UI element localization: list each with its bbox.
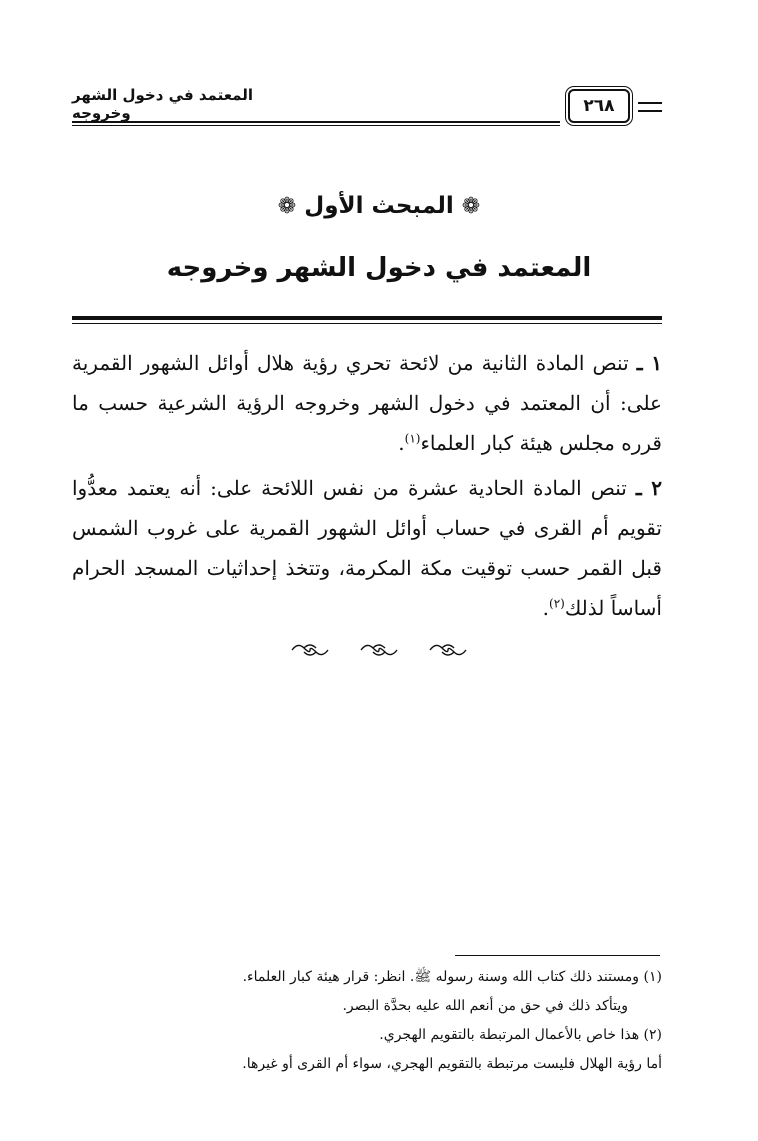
page-number: ٢٦٨ [568,89,630,123]
footnote-ref[interactable]: (١) [404,431,421,446]
footnote-separator [455,955,660,956]
footnote-2 [72,1021,662,1050]
header-rule-thin [72,125,560,126]
flourish-icon [359,640,399,660]
footnote-ref[interactable]: (٢) [549,596,565,611]
footnote-text: هذا خاص بالأعمال المرتبطة بالتقويم الهجري. [379,1027,640,1043]
section-heading-text: المبحث الأول [304,193,454,219]
ornament-icon: ❁ [277,194,297,219]
footnote-2-continued: أما رؤية الهلال فليست مرتبطة بالتقويم الهجري، سواء أم القرى أو غيرها. [242,1056,662,1072]
paragraph-number: ٢ ـ [635,476,663,500]
footnotes [72,963,662,1079]
paragraph-text: تنص المادة الحادية عشرة من نفس اللائحة على: أنه يعتمد معدُّوا تقويم أم القرى في حساب أوائل الشهور القمرية على غروب الشمس قبل القمر حسب توقيت مكة المكرمة، وتتخذ إحداثيات المسجد الحرام أساساً لذلك [72,476,662,620]
section-end-flourishes [0,640,758,664]
paragraph-text: تنص المادة الثانية من لائحة تحري رؤية هلال أوائل الشهور القمرية على: أن المعتمد في دخول الشهر وخروجه الرؤية الشرعية حسب ما قرره مجلس هيئة كبار العلماء [72,351,662,455]
paragraph-2: ٢ ـ تنص المادة الحادية عشرة من نفس اللائحة على: أنه يعتمد معدُّوا تقويم أم القرى في حساب أوائل الشهور القمرية على غروب الشمس قبل القمر حسب توقيت مكة المكرمة، وتتخذ إحداثيات المسجد الحرام أساساً لذلك$^{(٢)}$. [72,476,663,620]
running-header-title: المعتمد في دخول الشهر وخروجه [72,86,254,122]
chapter-title: المعتمد في دخول الشهر وخروجه [166,253,592,283]
flourish-icon [290,640,330,660]
section-heading [0,193,758,219]
title-rule-thin [72,323,662,324]
title-rule-thick [72,316,662,320]
footnote-marker: (٢) [643,1027,662,1043]
header-rule [72,121,560,123]
ornament-icon: ❁ [461,194,481,219]
flourish-icon [428,640,468,660]
footnote-1 [72,963,662,992]
paragraph-1: ١ ـ تنص المادة الثانية من لائحة تحري رؤية هلال أوائل الشهور القمرية على: أن المعتمد في دخول الشهر وخروجه الرؤية الشرعية حسب ما قرره مجلس هيئة كبار العلماء$^{(١)}$. [72,351,663,455]
paragraph-number: ١ ـ [636,351,663,375]
footnote-text: ومستند ذلك كتاب الله وسنة رسوله ﷺ. انظر: قرار هيئة كبار العلماء. [242,969,640,985]
footnote-1-continued: ويتأكد ذلك في حق من أنعم الله عليه بحدَّة البصر. [342,998,628,1014]
footnote-marker: (١) [643,969,662,985]
header-ornament-lines [638,102,662,112]
